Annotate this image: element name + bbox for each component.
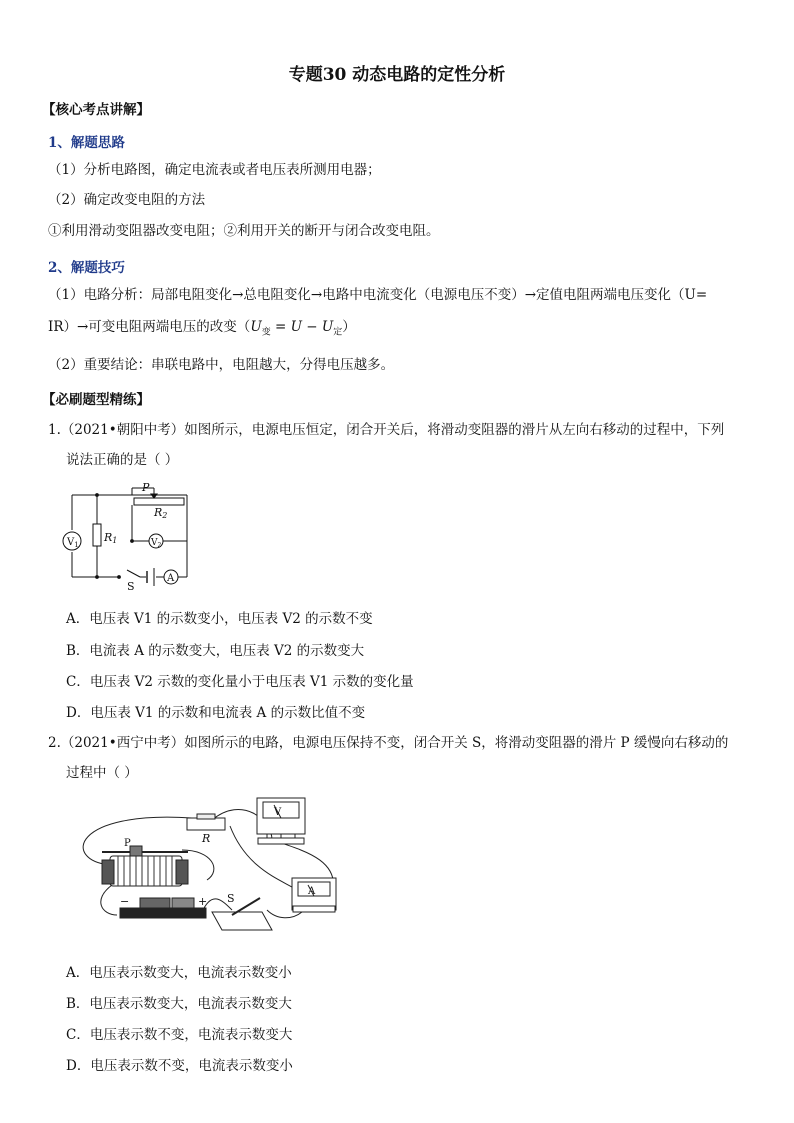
q2-stem-line2: 过程中（ ） [66, 765, 138, 781]
formula-sub-fixed: 定 [333, 327, 343, 338]
formula-sub-var: 变 [261, 327, 271, 338]
label-v2: $V_2$ [151, 538, 162, 549]
label-r: R [202, 832, 211, 845]
section-core-heading: 【核心考点讲解】 [42, 102, 150, 118]
label-v1: $V_1$ [67, 537, 79, 549]
item2-heading: 2、解题技巧 [48, 260, 125, 276]
item2-conclusion: （2）重要结论：串联电路中，电阻越大，分得电压越多。 [48, 357, 395, 373]
q1-option-b[interactable]: B．电流表 A 的示数变大，电压表 V2 的示数变大 [66, 643, 365, 659]
q1-circuit-diagram [62, 480, 202, 592]
item1-heading: 1、解题思路 [48, 135, 125, 151]
q2-option-c[interactable]: C．电压表示数不变，电流表示数变大 [66, 1027, 293, 1043]
q1-option-a[interactable]: A．电压表 V1 的示数变小，电压表 V2 的示数不变 [66, 611, 373, 627]
q1-option-c[interactable]: C．电压表 V2 示数的变化量小于电压表 V1 示数的变化量 [66, 674, 414, 690]
label-r2: R2 [154, 506, 168, 520]
formula-close: ） [342, 319, 356, 335]
page-title: 专题30 动态电路的定性分析 [288, 65, 506, 85]
item1-line-3: ①利用滑动变阻器改变电阻；②利用开关的断开与闭合改变电阻。 [48, 223, 440, 239]
label-plus: + [198, 895, 208, 908]
label-a2: A [308, 886, 316, 897]
q1-stem-line1: 1.（2021•朝阳中考）如图所示，电源电压恒定，闭合开关后，将滑动变阻器的滑片从左向右移动的过程中，下列 [48, 422, 725, 438]
formula [250, 319, 343, 338]
slider-p [130, 846, 142, 856]
switch [212, 912, 272, 930]
q2-option-b[interactable]: B．电压表示数变大，电流表示数变大 [66, 996, 292, 1012]
analysis-line2-text: IR）→可变电阻两端电压的改变（ [48, 319, 251, 335]
q2-option-d[interactable]: D．电压表示数不变，电流表示数变小 [66, 1058, 293, 1074]
label-s2: S [227, 892, 235, 905]
item1-line-1: （1）分析电路图，确定电流表或者电压表所测用电器； [48, 162, 381, 178]
r1-resistor [93, 524, 101, 546]
section-practice-heading: 【必刷题型精练】 [42, 392, 150, 408]
formula-eq: = U − U [270, 319, 334, 335]
item2-analysis-line1: （1）电路分析：局部电阻变化→总电阻变化→电路中电流变化（电源电压不变）→定值电阻两端电压变化（U= [48, 287, 708, 303]
q2-stem-line1: 2.（2021•西宁中考）如图所示的电路，电源电压保持不变，闭合开关 S，将滑动变阻器的滑片 P 缓慢向右移动的 [48, 735, 729, 751]
q2-apparatus-diagram [62, 790, 352, 940]
r2-resistor [134, 498, 184, 505]
item2-analysis-line2 [48, 317, 356, 343]
label-a: A [167, 573, 175, 584]
q1-stem-line2: 说法正确的是（ ） [66, 452, 179, 468]
q1-option-d[interactable]: D．电压表 V1 的示数和电流表 A 的示数比值不变 [66, 705, 366, 721]
label-s: S [127, 580, 135, 592]
q2-option-a[interactable]: A．电压表示数变大，电流表示数变小 [66, 965, 292, 981]
label-minus: − [120, 895, 130, 908]
label-p: P [142, 481, 150, 494]
fixed-resistor [187, 818, 225, 830]
label-p2: P [124, 838, 131, 849]
formula-u: U [250, 319, 262, 335]
label-r1: R1 [104, 531, 118, 545]
rheostat [110, 856, 182, 886]
item1-line-2: （2）确定改变电阻的方法 [48, 192, 206, 208]
label-v: V [274, 807, 282, 818]
